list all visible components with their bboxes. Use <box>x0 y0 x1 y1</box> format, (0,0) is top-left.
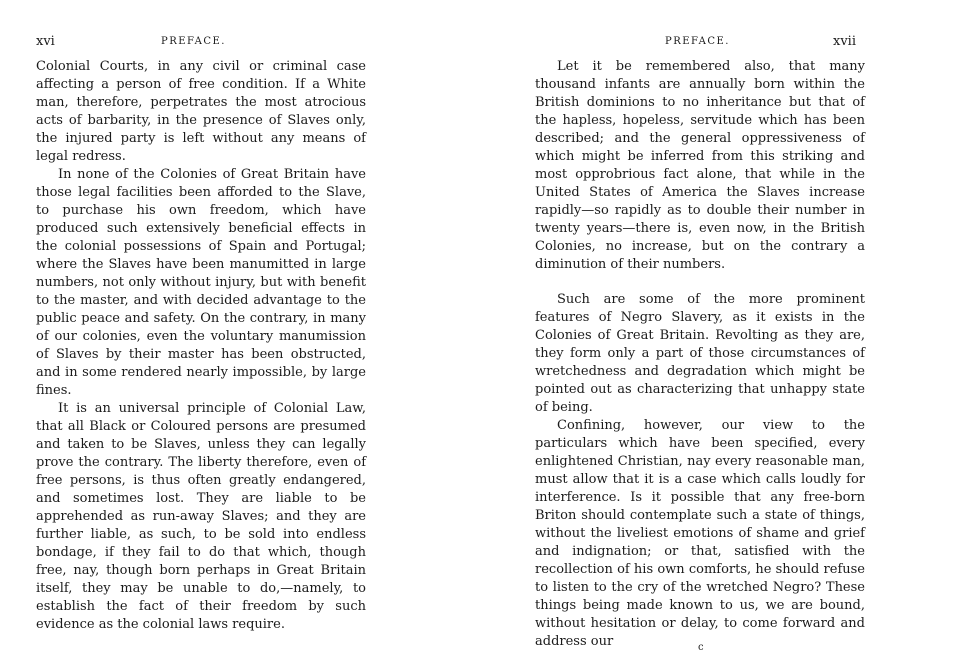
right-page <box>535 0 865 651</box>
running-head: PREFACE. <box>665 36 730 47</box>
paragraph: Colonial Courts, in any civil or criminal case affecting a person of free condition. If a White man, therefore, perpetrates the most atrocious acts of barbarity, in the presence of Slaves only, the injured party is left without any means of legal redress. <box>36 59 366 164</box>
paragraph: Let it be remembered also, that many thousand infants are annually born within the British dominions to no inheritance but that of the hapless, hopeless, servitude which has been described; and the general oppressiveness of which might be inferred from this striking and most opprobrious fact alone, that while in the United States of America the Slaves increase rapidly—so rapidly as to double their number in twenty years—there is, even now, in the British Colonies, no increase, but on the contrary a diminution of their numbers. <box>535 59 865 272</box>
page-number: xvii <box>833 34 856 49</box>
page-number: xvi <box>36 34 55 49</box>
paragraph: Confining, however, our view to the particulars which have been specified, every enlightened Christian, nay every reasonable man, must allow that it is a case which calls loudly for interference. Is it possible that any free-born Briton should contemplate such a state of things, without the liveliest emotions of shame and grief and indignation; or that, satisfied with the recollection of his own comforts, he should refuse to listen to the cry of the wretched Negro? These things being made known to us, we are bound, without hesitation or delay, to come forward and address our <box>535 418 865 649</box>
paragraph: Such are some of the more prominent features of Negro Slavery, as it exists in the Colonies of Great Britain. Revolting as they are, they form only a part of those circumstances of wretchedness and degradation which might be pointed out as characterizing that unhappy state of being. <box>535 292 865 415</box>
right-page-body <box>535 58 865 651</box>
left-page-header <box>36 34 366 58</box>
paragraph: It is an universal principle of Colonial Law, that all Black or Coloured persons are presumed and taken to be Slaves, unless they can legally prove the contrary. The liberty therefore, even of free persons, is thus often greatly endangered, and sometimes lost. They are liable to be apprehended as run-away Slaves; and they are further liable, as such, to be sold into endless bondage, if they fail to do that which, though free, nay, though born perhaps in Great Britain itself, they may be unable to do,—namely, to establish the fact of their freedom by such evidence as the colonial laws require. <box>36 401 366 632</box>
right-page-header <box>535 34 865 58</box>
left-page <box>36 0 366 634</box>
left-page-body <box>36 58 366 634</box>
running-head: PREFACE. <box>161 36 226 47</box>
paragraph: In none of the Colonies of Great Britain have those legal facilities been afforded to the Slave, to purchase his own freedom, which have produced such extensively beneficial effects in the colonial possessions of Spain and Portugal; where the Slaves have been manumitted in large numbers, not only without injury, but with benefit to the master, and with decided advantage to the public peace and safety. On the contrary, in many of our colonies, even the voluntary manumission of Slaves by their master has been obstructed, and in some rendered nearly impossible, by large fines. <box>36 167 366 398</box>
signature-mark: c <box>698 642 704 653</box>
